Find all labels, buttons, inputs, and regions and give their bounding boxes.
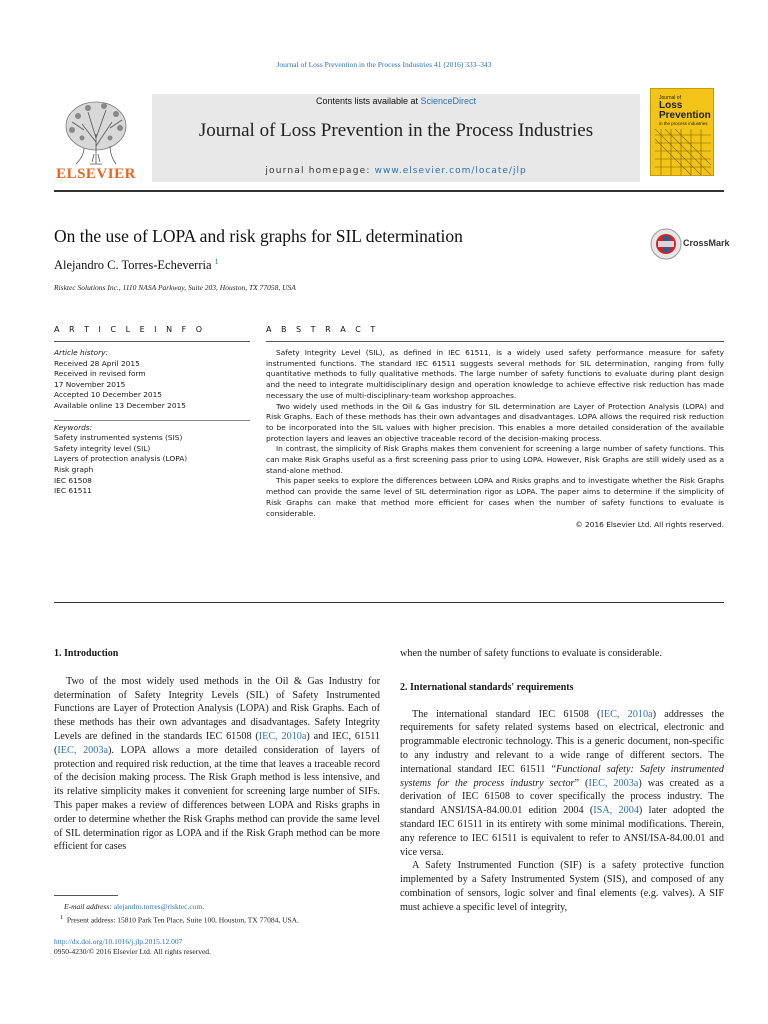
- journal-title: Journal of Loss Prevention in the Process Industries: [198, 120, 594, 141]
- author-name: Alejandro C. Torres-Echeverria: [54, 258, 212, 273]
- ref-iec-2010a[interactable]: IEC, 2010a: [258, 730, 307, 742]
- author-email-link[interactable]: alejandro.torres@risktec.com: [113, 902, 203, 911]
- footnote-1-marker: 1: [60, 914, 64, 921]
- contents-line: [152, 96, 640, 106]
- paper-title: On the use of LOPA and risk graphs for SIL determination: [54, 226, 463, 246]
- contents-prefix: Contents lists available at: [315, 96, 421, 106]
- publisher-name: ELSEVIER: [56, 166, 136, 182]
- keyword-item: Safety integrity level (SIL): [54, 443, 151, 453]
- keyword-item: Layers of protection analysis (LOPA): [54, 454, 188, 464]
- history-label: Article history:: [54, 348, 108, 357]
- cover-pattern: [655, 129, 711, 175]
- standards-paragraph: [400, 708, 724, 860]
- standards-text-b: ) addresses the requirements for safety related systems based on electrical, electronic and programmable electronic technology. This is a generic document, non-specific to any industry and relevant to a wide range of different sectors. The international standard IEC 61511 “: [400, 708, 724, 775]
- article-meta: [54, 937, 211, 957]
- body-column-left: [54, 647, 380, 854]
- author-affiliation: Risktec Solutions Inc., 1110 NASA Parkway, Suite 203, Houston, TX 77058, USA: [54, 283, 296, 292]
- standards-text-d: ) was created as a derivation of IEC 61508 to cover specifically the process industry. The standard ANSI/ISA-84.00.01 edition 2004 (: [400, 777, 724, 817]
- cover-title: [659, 101, 711, 121]
- abstract-paragraph: Safety Integrity Level (SIL), as defined in IEC 61511, is a widely used safety performance measure for safety instrumented functions. The standard IEC 61511 suggests several methods for SIL determination, ranging from fully quantitative methods to fully qualitative methods. The large number of safety functions to evaluate during plant design and the need to integrate multidisciplinary design and operation knowledge to achieve effective risk reduction has made necessary the use of multi-disciplinary-team workshop approaches.: [266, 348, 724, 400]
- intro-text-b: ) and IEC, 61511 (: [54, 730, 381, 756]
- homepage-link[interactable]: www.elsevier.com/locate/jlp: [374, 166, 527, 176]
- cover-title-line-1: Loss: [659, 100, 683, 111]
- cover-title-line-2: Prevention: [659, 110, 711, 121]
- email-label: E-mail address:: [64, 902, 114, 911]
- history-item: 17 November 2015: [54, 379, 126, 389]
- abstract-paragraph: This paper seeks to explore the differences between LOPA and Risks graphs and to investigate whether the Risk Graphs method can provide the same level of SIL determination rigor as LOPA. The paper aims to determine if the simplicity of Risk Graphs can make that method more efficient for cases when the number of safety functions to evaluate is considerable.: [266, 476, 724, 518]
- author-line: [54, 257, 219, 273]
- article-info-panel: [54, 348, 250, 497]
- issn-copyright: 0950-4230/© 2016 Elsevier Ltd. All rights reserved.: [54, 947, 211, 956]
- abstract-copyright: © 2016 Elsevier Ltd. All rights reserved.: [575, 520, 724, 530]
- intro-text-c: ). LOPA allows a more detailed consideration of layers of protection and required risk reduction, at the time that leaves a traceable record of the decision making process. The Risk Graph method is less intensive, and its relative simplicity makes it convenient for screening large number of SIFs. This paper makes a review of differences between LOPA and Risks graphs in order to determine whether the Risk Graphs method can provide the same level of SIL determination rigor as LOPA and if the Risk Graph method can be more efficient for cases: [54, 744, 380, 853]
- abstract-paragraph: In contrast, the simplicity of Risk Graphs makes them convenient for screening a large number of safety functions. This can make Risk Graphs useful as a first screening pass prior to using LOPA. However, Risk Graphs are still widely used as a stand-alone method.: [266, 444, 724, 475]
- abstract-label: A B S T R A C T: [266, 325, 379, 334]
- footnote-1-text: Present address: 15810 Park Ten Place, Suite 100, Houston, TX 77084, USA.: [66, 915, 299, 925]
- journal-cover-image[interactable]: [650, 88, 714, 176]
- intro-paragraph: [54, 675, 380, 854]
- sif-paragraph: A Safety Instrumented Function (SIF) is a safety protective function implemented by a Safety Instrumented System (SIS), and composed of any combination of sensors, logic solver and final elements (e.g. valves). A SIF must achieve a specific level of integrity,: [400, 860, 724, 913]
- journal-homepage: [152, 166, 640, 176]
- keyword-item: Risk graph: [54, 464, 94, 474]
- keyword-item: Safety instrumented systems (SIS): [54, 433, 183, 443]
- present-address-footnote: [54, 912, 384, 926]
- header-divider: [54, 190, 724, 192]
- info-divider: [54, 420, 250, 421]
- abstract-paragraph: Two widely used methods in the Oil & Gas industry for SIL determination are Layer of Protection Analysis (LOPA) and Risk Graphs. Each of these methods has their own advantages and disadvantages. LOPA allows the required risk reduction to be incorporated into the SIL values with higher precision. This enables a more detailed consideration of the available protection layers and leaves an objective traceable record of the decision-making process.: [266, 401, 724, 443]
- sciencedirect-link[interactable]: ScienceDirect: [420, 96, 477, 106]
- journal-citation[interactable]: Journal of Loss Prevention in the Process Industries 41 (2016) 333–343: [276, 60, 492, 69]
- history-item: Accepted 10 December 2015: [54, 390, 163, 400]
- homepage-prefix: journal homepage:: [265, 166, 375, 176]
- crossmark-label[interactable]: CrossMark: [683, 238, 730, 248]
- keywords-label: Keywords:: [54, 422, 93, 432]
- section-1-heading: 1. Introduction: [54, 648, 119, 659]
- ref-isa-2004[interactable]: ISA, 2004: [593, 805, 639, 817]
- email-end: .: [202, 902, 205, 911]
- author-footnote-marker[interactable]: 1: [214, 257, 219, 266]
- history-item: Received 28 April 2015: [54, 358, 140, 368]
- article-info-label: A R T I C L E I N F O: [54, 325, 206, 334]
- footnotes: [54, 901, 384, 926]
- history-item: Received in revised form: [54, 369, 146, 379]
- body-column-right: [400, 647, 724, 915]
- footnote-rule: [54, 895, 118, 896]
- abstract-divider: [54, 602, 724, 603]
- standards-text-e: ) later adopted the standard IEC 61511 in its entirety with some minimal modifications. Therein, any reference to IEC 61511 is equivalent to refer to ANSI/ISA-84.00.01 and vice versa.: [400, 805, 724, 858]
- intro-continuation: when the number of safety functions to evaluate is considerable.: [400, 648, 662, 659]
- article-info-rule: [54, 341, 250, 342]
- ref-iec-2003a[interactable]: IEC, 2003a: [57, 744, 108, 756]
- keyword-item: IEC 61511: [54, 486, 92, 496]
- ref-iec-2003a-2[interactable]: IEC, 2003a: [588, 777, 639, 789]
- keyword-item: IEC 61508: [54, 475, 92, 485]
- standards-text-a: The international standard IEC 61508 (: [412, 708, 601, 720]
- cover-top-text: Journal of: [659, 95, 681, 101]
- abstract-panel: [266, 348, 724, 531]
- email-footnote: [54, 901, 384, 912]
- section-2-heading: 2. International standards' requirements: [400, 681, 574, 693]
- cover-subtitle: in the process industries: [659, 121, 708, 126]
- ref-iec-2010a-2[interactable]: IEC, 2010a: [600, 708, 653, 720]
- crossmark-icon[interactable]: [650, 228, 682, 260]
- doi-link[interactable]: http://dx.doi.org/10.1016/j.jlp.2015.12.007: [54, 937, 183, 946]
- standards-italic-title: Functional safety: Safety instrumented systems for the process industry sector: [400, 763, 724, 789]
- history-item: Available online 13 December 2015: [54, 400, 186, 410]
- standards-text-c: ” (: [574, 777, 589, 789]
- intro-text-a: Two of the most widely used methods in the Oil & Gas Industry for determination of Safety Integrity Levels (SIL) of Safety Instrumented Functions are Layer of Protection Analysis (LOPA) and Risk Graphs. Each of these methods has their own advantages and disadvantages. Safety Integrity Levels are defined in the standards IEC 61508 (: [54, 675, 380, 742]
- abstract-rule: [266, 341, 724, 342]
